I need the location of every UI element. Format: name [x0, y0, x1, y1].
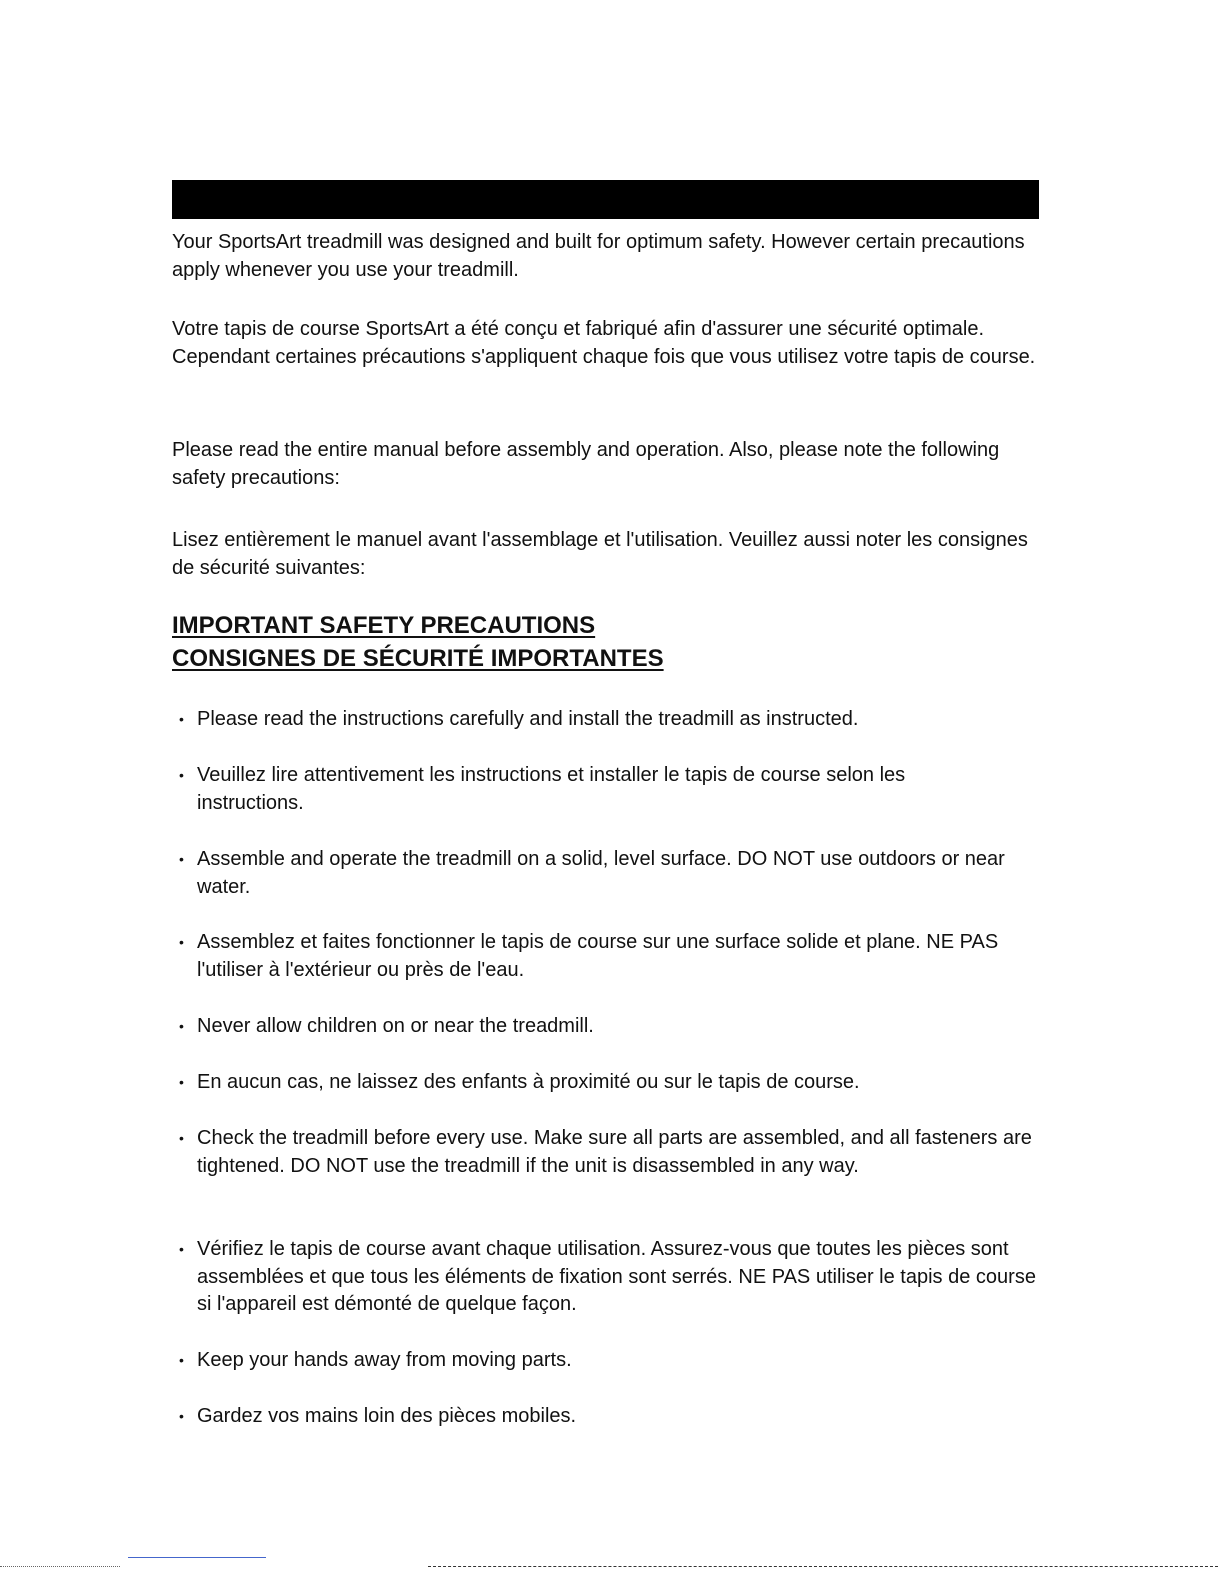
list-item — [179, 1069, 1049, 1097]
list-item — [179, 1347, 1049, 1375]
list-item-text: Never allow children on or near the treadmill. — [197, 1015, 594, 1037]
list-item — [179, 1125, 1049, 1180]
instructions-paragraph-en: Please read the entire manual before assembly and operation. Also, please note the following safety precautions: — [172, 439, 1000, 489]
safety-heading-fr: CONSIGNES DE SÉCURITÉ IMPORTANTES — [172, 645, 664, 672]
list-item-text: En aucun cas, ne laissez des enfants à proximité ou sur le tapis de course. — [197, 1071, 860, 1093]
list-item-text: Please read the instructions carefully and install the treadmill as instructed. — [197, 708, 859, 730]
bullet-icon: • — [179, 1241, 184, 1257]
list-item-text: Gardez vos mains loin des pièces mobiles. — [197, 1405, 577, 1427]
bullet-icon: • — [179, 711, 184, 727]
intro-paragraph-en: Your SportsArt treadmill was designed and built for optimum safety. However certain precautions apply whenever you use your treadmill. — [172, 231, 1025, 281]
list-item — [179, 1013, 1049, 1041]
list-item-text: Veuillez lire attentivement les instructions et installer le tapis de course selon les instructions. — [197, 764, 906, 814]
list-item — [179, 846, 1049, 901]
header-bar — [172, 180, 1039, 219]
list-item-text: Assemble and operate the treadmill on a solid, level surface. DO NOT use outdoors or near water. — [197, 848, 1005, 898]
list-item — [179, 1236, 1049, 1319]
instructions-paragraph-fr: Lisez entièrement le manuel avant l'assemblage et l'utilisation. Veuillez aussi noter les consignes de sécurité suivantes: — [172, 529, 1028, 579]
list-item — [179, 762, 1049, 817]
bullet-icon: • — [179, 1074, 184, 1090]
list-item-text: Keep your hands away from moving parts. — [197, 1349, 572, 1371]
footer-dotted-rule — [0, 1566, 120, 1567]
safety-heading-en: IMPORTANT SAFETY PRECAUTIONS — [172, 612, 596, 639]
bullet-icon: • — [179, 1130, 184, 1146]
bullet-icon: • — [179, 1352, 184, 1368]
bullet-icon: • — [179, 1018, 184, 1034]
list-item-text: Check the treadmill before every use. Make sure all parts are assembled, and all fasteners are tightened. DO NOT use the treadmill if the unit is disassembled in any way. — [197, 1127, 1032, 1177]
list-item-text: Vérifiez le tapis de course avant chaque utilisation. Assurez-vous que toutes les pièces sont assemblées et que tous les éléments de fixation sont serrés. NE PAS utiliser le tapis de course si l'appareil est démonté de quelque façon. — [197, 1238, 1036, 1315]
list-item — [179, 929, 1049, 984]
bullet-icon: • — [179, 767, 184, 783]
intro-paragraph-fr: Votre tapis de course SportsArt a été conçu et fabriqué afin d'assurer une sécurité optimale. Cependant certaines précautions s'appliquent chaque fois que vous utilisez votre tapis de course. — [172, 318, 1036, 368]
bullet-icon: • — [179, 851, 184, 867]
bullet-icon: • — [179, 934, 184, 950]
list-item — [179, 1403, 1049, 1431]
list-item — [179, 706, 1049, 734]
bullet-icon: • — [179, 1408, 184, 1424]
footer-rule-left — [128, 1557, 266, 1558]
footer-rule-right — [428, 1566, 1218, 1567]
list-item-text: Assemblez et faites fonctionner le tapis de course sur une surface solide et plane. NE PAS l'utiliser à l'extérieur ou près de l'eau. — [197, 931, 999, 981]
